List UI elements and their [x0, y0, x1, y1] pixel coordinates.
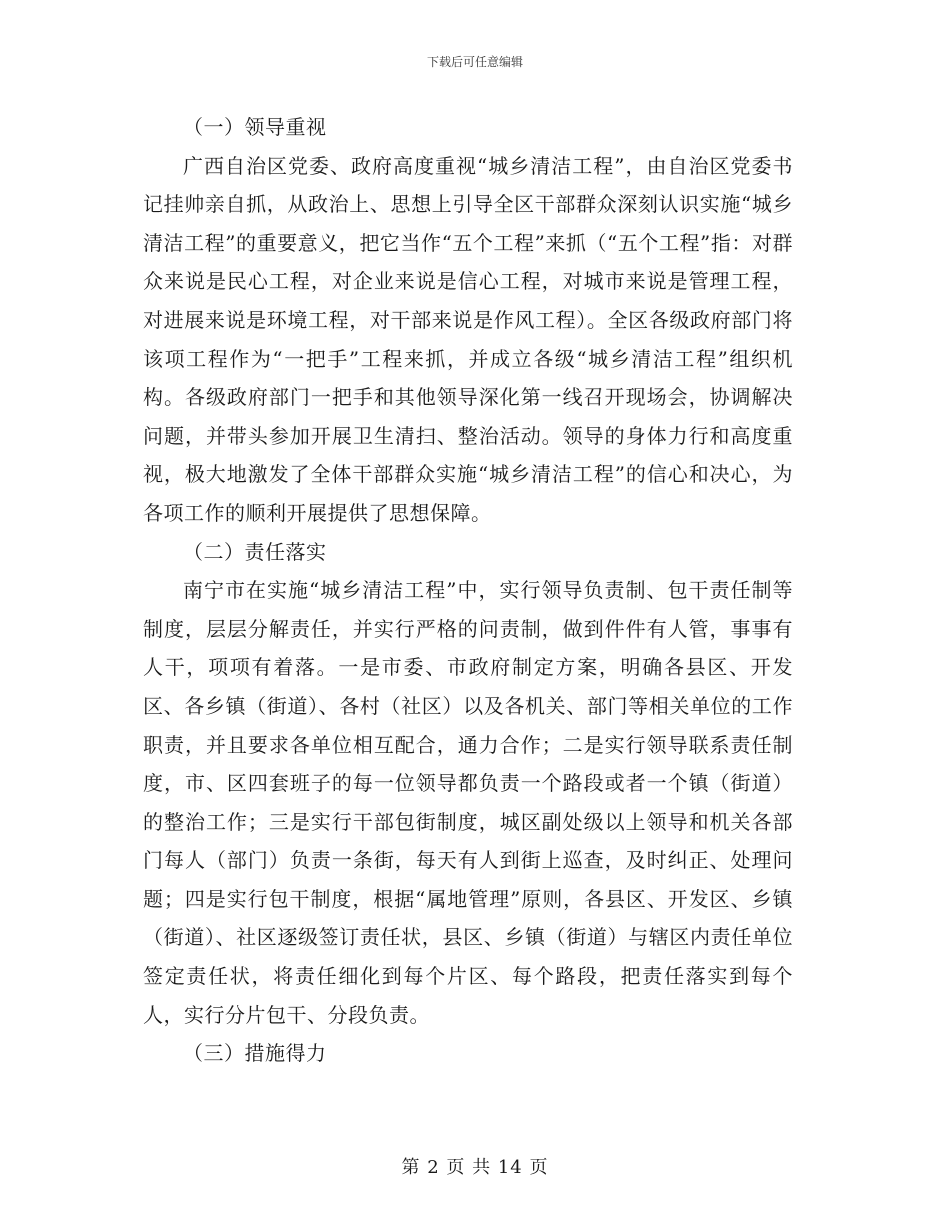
paragraph-2: 南宁市在实施“城乡清洁工程”中，实行领导负责制、包干责任制等制度，层层分解责任，并实行严格的问责制，做到件件有人管，事事有人干，项项有着落。一是市委、市政府制定方案，明确各县区、开发区、各乡镇（街道）、各村（社区）以及各机关、部门等相关单位的工作职责，并且要求各单位相互配合，通力合作；二是实行领导联系责任制度，市、区四套班子的每一位领导都负责一个路段或者一个镇（街道）的整治工作；三是实行干部包街制度，城区副处级以上领导和机关各部门每人（部门）负责一条街，每天有人到街上巡查，及时纠正、处理问题；四是实行包干制度，根据“属地管理”原则，各县区、开发区、乡镇（街道）、社区逐级签订责任状，县区、乡镇（街道）与辖区内责任单位签定责任状，将责任细化到每个片区、每个路段，把责任落实到每个人，实行分片包干、分段负责。	[143, 578, 793, 1027]
paragraph-1: 广西自治区党委、政府高度重视“城乡清洁工程”，由自治区党委书记挂帅亲自抓，从政治上、思想上引导全区干部群众深刻认识实施“城乡清洁工程”的重要意义，把它当作“五个工程”来抓（“五个工程”指：对群众来说是民心工程，对企业来说是信心工程，对城市来说是管理工程，对进展来说是环境工程，对干部来说是作风工程）。全区各级政府部门将该项工程作为“一把手”工程来抓，并成立各级“城乡清洁工程”组织机构。各级政府部门一把手和其他领导深化第一线召开现场会，协调解决问题，并带头参加开展卫生清扫、整治活动。领导的身体力行和高度重视，极大地激发了全体干部群众实施“城乡清洁工程”的信心和决心，为各项工作的顺利开展提供了思想保障。	[143, 153, 793, 525]
document-body	[143, 108, 793, 1073]
section-heading-3: （三）措施得力	[183, 1041, 327, 1066]
section-heading-1: （一）领导重视	[183, 115, 327, 139]
section-heading-2: （二）责任落实	[183, 539, 327, 564]
page-number: 第 2 页 共 14 页	[401, 1157, 549, 1178]
header-note: 下载后可任意编辑	[426, 55, 523, 69]
